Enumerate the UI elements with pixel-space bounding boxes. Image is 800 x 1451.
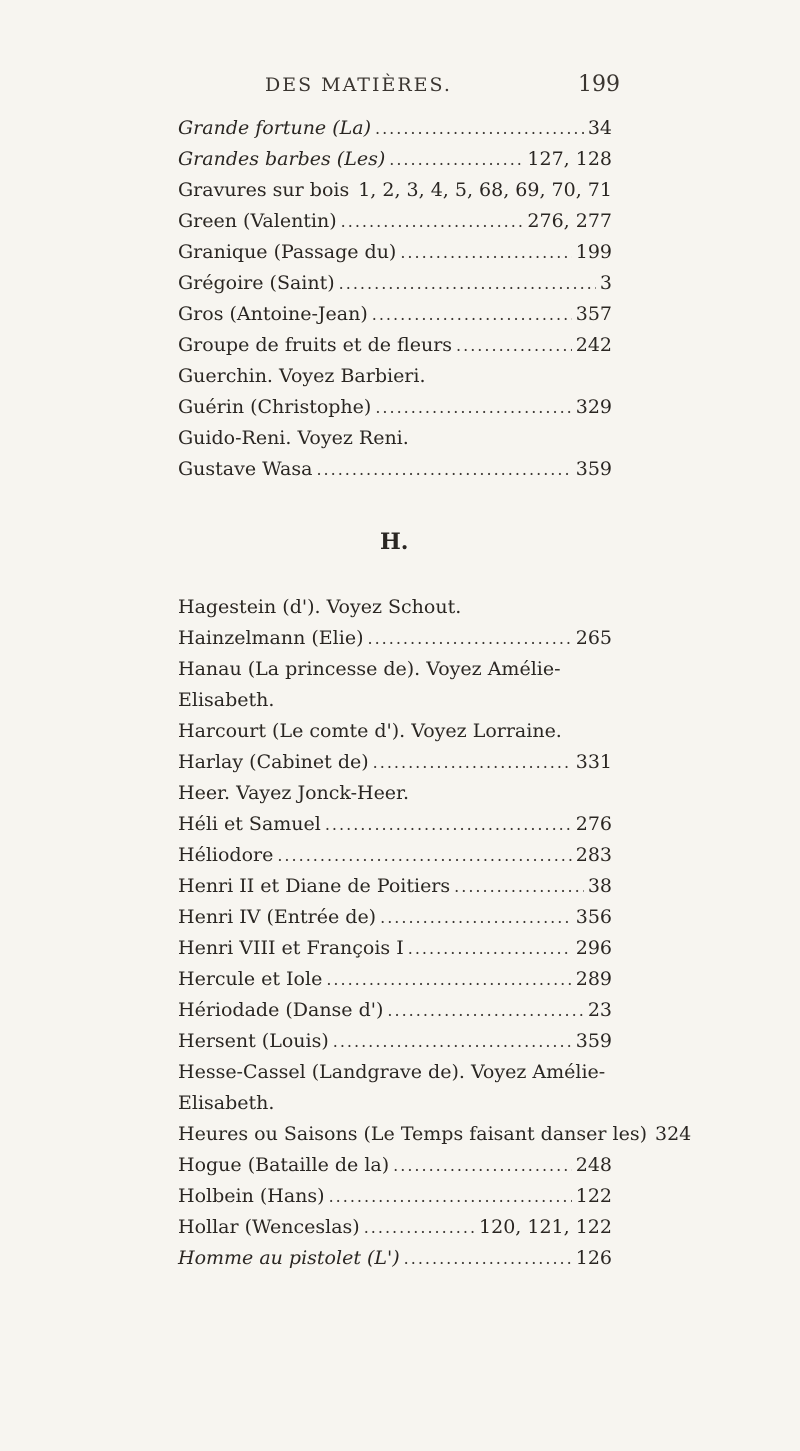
entry-pages: 276 (575, 813, 612, 835)
dot-leader (408, 933, 572, 964)
entry-pages: 324 (655, 1123, 692, 1145)
dot-leader (339, 268, 596, 299)
entry-pages: 23 (587, 999, 612, 1021)
dot-leader (389, 144, 523, 175)
entry-label: Hagestein (d'). Voyez Schout. (178, 596, 462, 618)
index-entry (178, 1212, 612, 1243)
entry-pages: 122 (575, 1185, 612, 1207)
index-entry (178, 716, 612, 747)
entry-label: Hériodade (Danse d') (178, 999, 384, 1021)
entry-pages: 248 (575, 1154, 612, 1176)
entry-label: Hollar (Wenceslas) (178, 1216, 360, 1238)
index-entry (178, 268, 612, 299)
index-entry (178, 299, 612, 330)
dot-leader (393, 1150, 572, 1181)
entry-label: Hesse-Cassel (Landgrave de). Voyez Amélie-Elisabeth. (178, 1061, 606, 1114)
entry-pages: 1, 2, 3, 4, 5, 68, 69, 70, 71 (358, 179, 612, 201)
index-entry (178, 809, 612, 840)
entry-label: Groupe de fruits et de fleurs (178, 334, 453, 356)
entry-pages: 265 (575, 627, 612, 649)
index-section-h (178, 592, 692, 1274)
entry-label: Grandes barbes (Les) (178, 148, 386, 170)
index-entry (178, 1026, 612, 1057)
entry-pages: 276, 277 (527, 210, 612, 232)
entry-label: Gustave Wasa (178, 458, 313, 480)
entry-pages: 242 (575, 334, 612, 356)
index-entry (178, 747, 612, 778)
entry-pages: 356 (575, 906, 612, 928)
entry-label: Grégoire (Saint) (178, 272, 335, 294)
running-head-title: DES MATIÈRES. (265, 74, 452, 96)
entry-pages: 127, 128 (527, 148, 612, 170)
dot-leader (341, 206, 524, 237)
dot-leader (333, 1026, 572, 1057)
entry-label: Henri IV (Entrée de) (178, 906, 377, 928)
dot-leader (375, 392, 571, 423)
index-section-g (178, 113, 612, 485)
entry-label: Hogue (Bataille de la) (178, 1154, 390, 1176)
index-entry (178, 964, 612, 995)
entry-label: Hainzelmann (Elie) (178, 627, 364, 649)
entry-pages: 38 (587, 875, 612, 897)
index-entry (178, 1057, 612, 1119)
running-head (0, 74, 800, 104)
index-entry (178, 113, 612, 144)
index-entry (178, 1150, 612, 1181)
entry-pages: 329 (575, 396, 612, 418)
index-entry (178, 330, 612, 361)
entry-pages: 199 (575, 241, 612, 263)
entry-label: Héli et Samuel (178, 813, 321, 835)
entry-label: Harcourt (Le comte d'). Voyez Lorraine. (178, 720, 562, 742)
index-entry (178, 454, 612, 485)
dot-leader (380, 902, 572, 933)
dot-leader (400, 237, 571, 268)
index-entry (178, 237, 612, 268)
index-entry (178, 623, 612, 654)
entry-pages: 359 (575, 458, 612, 480)
index-entry (178, 1181, 612, 1212)
dot-leader (316, 454, 571, 485)
entry-label: Harlay (Cabinet de) (178, 751, 369, 773)
entry-pages: 359 (575, 1030, 612, 1052)
index-entry (178, 871, 612, 902)
index-entry (178, 1119, 692, 1150)
entry-label: Grande fortune (La) (178, 117, 371, 139)
index-entry (178, 778, 612, 809)
dot-leader (353, 175, 354, 206)
entry-label: Heures ou Saisons (Le Temps faisant danser les) (178, 1123, 647, 1145)
dot-leader (373, 747, 572, 778)
entry-label: Granique (Passage du) (178, 241, 397, 263)
dot-leader (387, 995, 583, 1026)
entry-label: Gravures sur bois (178, 179, 350, 201)
dot-leader (368, 623, 572, 654)
entry-label: Hersent (Louis) (178, 1030, 329, 1052)
dot-leader (326, 964, 571, 995)
entry-pages: 289 (575, 968, 612, 990)
entry-label: Hanau (La princesse de). Voyez Amélie-Elisabeth. (178, 658, 561, 711)
index-entry (178, 995, 612, 1026)
entry-label: Holbein (Hans) (178, 1185, 325, 1207)
entry-label: Héliodore (178, 844, 274, 866)
index-entry (178, 392, 612, 423)
dot-leader (404, 1243, 572, 1274)
index-entry (178, 361, 612, 392)
entry-pages: 3 (599, 272, 612, 294)
dot-leader (456, 330, 572, 361)
entry-label: Guido-Reni. Voyez Reni. (178, 427, 409, 449)
entry-pages: 126 (575, 1247, 612, 1269)
index-entry (178, 840, 612, 871)
dot-leader (277, 840, 571, 871)
index-entry (178, 423, 612, 454)
dot-leader (375, 113, 584, 144)
entry-label: Gros (Antoine-Jean) (178, 303, 368, 325)
entry-pages: 296 (575, 937, 612, 959)
dot-leader (329, 1181, 572, 1212)
dot-leader (364, 1212, 475, 1243)
index-entry (178, 144, 612, 175)
entry-label: Henri II et Diane de Poitiers (178, 875, 451, 897)
index-entry (178, 933, 612, 964)
index-entry (178, 654, 612, 716)
index-entry (178, 206, 612, 237)
entry-label: Green (Valentin) (178, 210, 337, 232)
entry-label: Heer. Vayez Jonck-Heer. (178, 782, 410, 804)
entry-label: Homme au pistolet (L') (178, 1247, 400, 1269)
entry-pages: 120, 121, 122 (479, 1216, 612, 1238)
dot-leader (454, 871, 584, 902)
index-entry (178, 1243, 612, 1274)
entry-pages: 34 (587, 117, 612, 139)
index-entry (178, 902, 612, 933)
entry-pages: 331 (575, 751, 612, 773)
entry-label: Guérin (Christophe) (178, 396, 372, 418)
index-entry (178, 592, 612, 623)
entry-label: Henri VIII et François I (178, 937, 404, 959)
entry-label: Guerchin. Voyez Barbieri. (178, 365, 426, 387)
entry-pages: 283 (575, 844, 612, 866)
dot-leader (372, 299, 572, 330)
dot-leader (325, 809, 572, 840)
page-number: 199 (578, 72, 620, 97)
index-entry (178, 175, 612, 206)
entry-pages: 357 (575, 303, 612, 325)
entry-label: Hercule et Iole (178, 968, 323, 990)
section-letter: H. (380, 529, 409, 555)
